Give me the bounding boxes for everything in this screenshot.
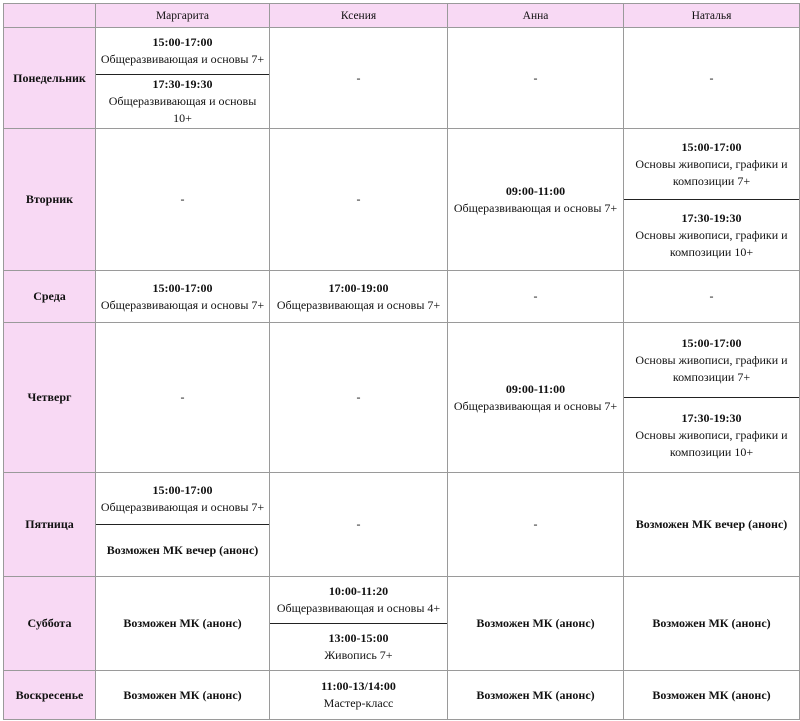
class-description: Основы живописи, графики и композиции 7+ bbox=[635, 156, 788, 188]
cell-tuesday-kseniya: - bbox=[270, 129, 448, 271]
cell-sunday-natalya: Возможен МК (анонс) bbox=[624, 671, 800, 720]
class-time: 15:00-17:00 bbox=[152, 482, 213, 497]
column-header-anna: Анна bbox=[448, 4, 624, 28]
cell-wednesday-margarita bbox=[96, 271, 270, 323]
header-corner bbox=[4, 4, 96, 28]
cell-wednesday-kseniya bbox=[270, 271, 448, 323]
class-slot bbox=[624, 199, 799, 270]
day-label-wednesday: Среда bbox=[4, 271, 96, 323]
cell-sunday-margarita: Возможен МК (анонс) bbox=[96, 671, 270, 720]
class-slot bbox=[96, 473, 269, 524]
class-description: Основы живописи, графики и композиции 10+ bbox=[635, 427, 788, 459]
class-description: Основы живописи, графики и композиции 10+ bbox=[635, 227, 788, 259]
class-slot bbox=[96, 28, 269, 74]
class-slot bbox=[624, 129, 799, 199]
cell-monday-kseniya: - bbox=[270, 28, 448, 129]
day-label-sunday: Воскресенье bbox=[4, 671, 96, 720]
class-slot bbox=[270, 623, 447, 670]
cell-thursday-anna bbox=[448, 323, 624, 473]
class-slot bbox=[624, 397, 799, 472]
class-time: 15:00-17:00 bbox=[681, 139, 742, 154]
row-tuesday bbox=[4, 129, 800, 271]
class-slot bbox=[270, 577, 447, 623]
cell-wednesday-anna: - bbox=[448, 271, 624, 323]
cell-monday-natalya: - bbox=[624, 28, 800, 129]
masterclass-note: Возможен МК вечер (анонс) bbox=[106, 543, 259, 557]
row-monday bbox=[4, 28, 800, 129]
class-slot bbox=[96, 74, 269, 128]
schedule-table bbox=[3, 3, 800, 720]
column-header-kseniya: Ксения bbox=[270, 4, 448, 28]
class-time: 15:00-17:00 bbox=[152, 35, 213, 49]
class-time: 17:30-19:30 bbox=[152, 77, 213, 91]
cell-friday-natalya: Возможен МК вечер (анонс) bbox=[624, 473, 800, 577]
day-label-thursday: Четверг bbox=[4, 323, 96, 473]
class-description: Мастер-класс bbox=[323, 696, 394, 710]
cell-thursday-natalya bbox=[624, 323, 800, 473]
row-saturday bbox=[4, 577, 800, 671]
row-thursday bbox=[4, 323, 800, 473]
cell-saturday-natalya: Возможен МК (анонс) bbox=[624, 577, 800, 671]
class-time: 11:00-13/14:00 bbox=[321, 679, 396, 693]
class-time: 09:00-11:00 bbox=[505, 381, 566, 396]
class-time: 17:30-19:30 bbox=[681, 410, 742, 425]
class-description: Живопись 7+ bbox=[324, 648, 393, 662]
cell-tuesday-margarita: - bbox=[96, 129, 270, 271]
class-slot bbox=[96, 279, 269, 315]
column-header-natalya: Наталья bbox=[624, 4, 800, 28]
class-time: 17:30-19:30 bbox=[681, 210, 742, 225]
class-slot bbox=[270, 279, 447, 315]
class-time: 13:00-15:00 bbox=[328, 631, 389, 645]
day-label-monday: Понедельник bbox=[4, 28, 96, 129]
cell-friday-anna: - bbox=[448, 473, 624, 577]
cell-wednesday-natalya: - bbox=[624, 271, 800, 323]
cell-friday-margarita bbox=[96, 473, 270, 577]
cell-thursday-kseniya: - bbox=[270, 323, 448, 473]
class-description: Общеразвивающая и основы 7+ bbox=[100, 499, 265, 514]
row-sunday bbox=[4, 671, 800, 720]
class-description: Общеразвивающая и основы 10+ bbox=[108, 94, 257, 125]
cell-saturday-anna: Возможен МК (анонс) bbox=[448, 577, 624, 671]
row-wednesday bbox=[4, 271, 800, 323]
class-description: Общеразвивающая и основы 7+ bbox=[100, 297, 265, 312]
class-time: 09:00-11:00 bbox=[505, 183, 566, 198]
cell-monday-anna: - bbox=[448, 28, 624, 129]
cell-saturday-margarita: Возможен МК (анонс) bbox=[96, 577, 270, 671]
class-description: Общеразвивающая и основы 7+ bbox=[276, 297, 441, 312]
class-slot bbox=[270, 677, 447, 713]
class-time: 10:00-11:20 bbox=[328, 584, 389, 598]
cell-saturday-kseniya bbox=[270, 577, 448, 671]
class-description: Общеразвивающая и основы 4+ bbox=[276, 601, 441, 615]
class-description: Общеразвивающая и основы 7+ bbox=[100, 52, 265, 66]
day-label-tuesday: Вторник bbox=[4, 129, 96, 271]
cell-tuesday-anna bbox=[448, 129, 624, 271]
class-slot bbox=[448, 182, 623, 218]
class-time: 15:00-17:00 bbox=[152, 280, 213, 295]
class-slot bbox=[448, 380, 623, 416]
cell-sunday-kseniya bbox=[270, 671, 448, 720]
day-label-friday: Пятница bbox=[4, 473, 96, 577]
class-description: Общеразвивающая и основы 7+ bbox=[453, 398, 618, 413]
class-time: 15:00-17:00 bbox=[681, 335, 742, 350]
cell-tuesday-natalya bbox=[624, 129, 800, 271]
class-slot bbox=[624, 323, 799, 397]
cell-monday-margarita bbox=[96, 28, 270, 129]
class-description: Общеразвивающая и основы 7+ bbox=[453, 200, 618, 215]
class-time: 17:00-19:00 bbox=[328, 280, 389, 295]
column-header-margarita: Маргарита bbox=[96, 4, 270, 28]
day-label-saturday: Суббота bbox=[4, 577, 96, 671]
cell-friday-kseniya: - bbox=[270, 473, 448, 577]
cell-sunday-anna: Возможен МК (анонс) bbox=[448, 671, 624, 720]
class-description: Основы живописи, графики и композиции 7+ bbox=[635, 352, 788, 384]
cell-thursday-margarita: - bbox=[96, 323, 270, 473]
row-friday bbox=[4, 473, 800, 577]
class-slot bbox=[96, 524, 269, 576]
